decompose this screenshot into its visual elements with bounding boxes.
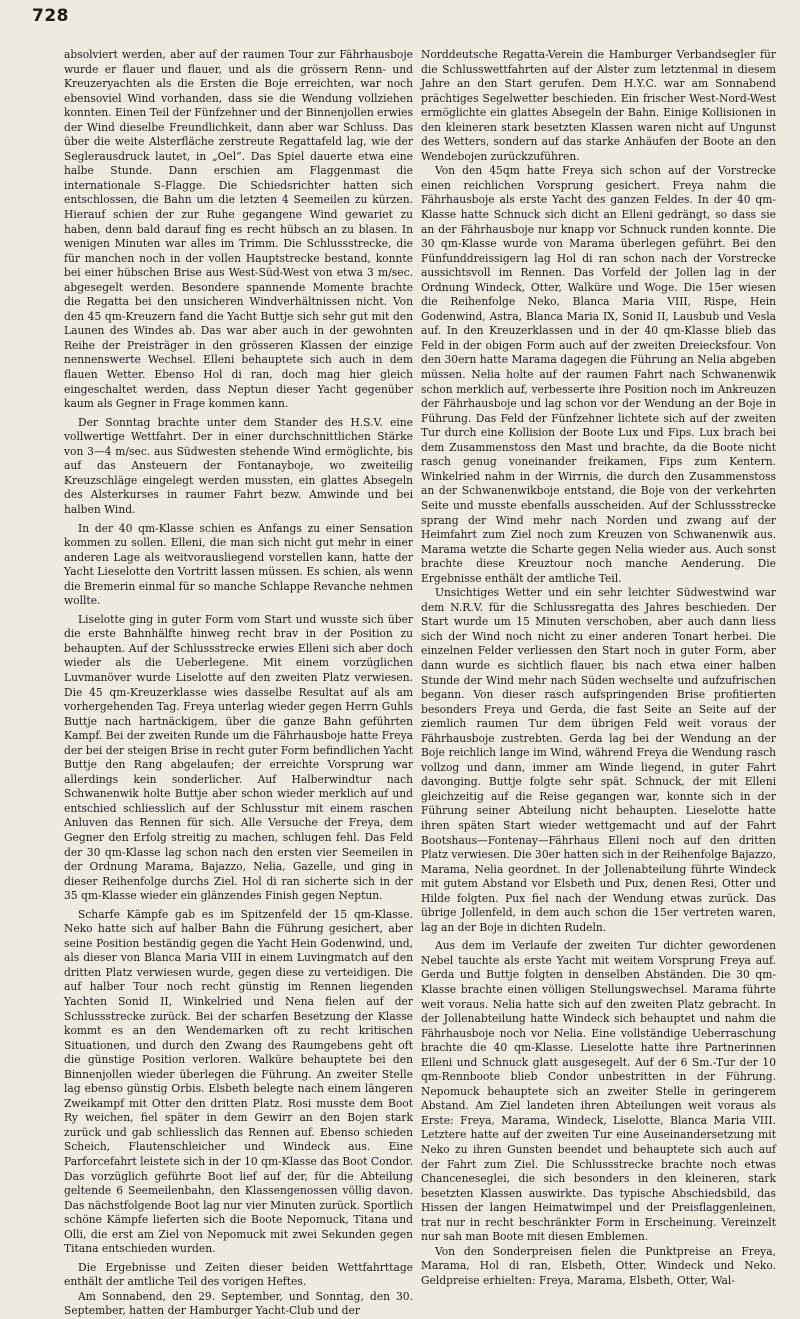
left-column: [64, 48, 413, 1318]
paragraph: Von den 45qm hatte Freya sich schon auf der Vorstrecke einen reichlichen Vorsprung gesichert. Freya nahm die Fährhausboje als erste Yacht des ganzen Feldes. In der 40 qm-Klasse hatte Schnuck sich dicht an Elleni gedrängt, so dass sie an der Fährhausboje nur knapp vor Schnuck runden konnte. Die 30 qm-Klasse wurde von Marama überlegen geführt. Bei den Fünfunddreissigern lag Hol di ran schon nach der Vorstrecke aussichtsvoll im Rennen. Das Vorfeld der Jollen lag in der Ordnung Windeck, Otter, Walküre und Woge. Die 15er wiesen die Reihenfolge Neko, Blanca Maria VIII, Rispe, Hein Godenwind, Astra, Blanca Maria IX, Sonid II, Lausbub und Vesla auf. In den Kreuzerklassen und in der 40 qm-Klasse blieb das Feld in der obigen Form auch auf der zweiten Dreiecksfour. Von den 30ern hatte Marama dagegen die Führung an Nelia abgeben müssen. Nelia holte auf der raumen Fahrt nach Schwanenwik schon merklich auf, verbesserte ihre Position noch im Ankreuzen der Fährhausboje und lag schon vor der Wendung an der Boje in Führung. Das Feld der Fünfzehner lichtete sich auf der zweiten Tur durch eine Kollision der Boote Lux und Fips. Lux brach bei dem Zusammenstoss den Mast und brachte, da die Boote nicht rasch genug voneinander freikamen, Fips zum Kentern. Winkelried nahm in der Wirrnis, die durch den Zusammenstoss an der Schwanenwikboje entstand, die Boje von der verkehrten Seite und musste ebenfalls ausscheiden. Auf der Schlussstrecke sprang der Wind mehr nach Norden und zwang auf der Heimfahrt zum Ziel noch zum Kreuzen von Schwanenwik aus. Marama wetzte die Scharte gegen Nelia wieder aus. Auch sonst brachte diese Kreuztour noch manche Aenderung. Die Ergebnisse enthält der amtliche Teil.: [421, 164, 776, 585]
paragraph: Der Sonntag brachte unter dem Stander des H.S.V. eine vollwertige Wettfahrt. Der in einer durchschnittlichen Stärke von 3—4 m/sec. aus Südwesten stehende Wind ermöglichte, bis auf das Ansteuern der Fontanayboje, wo zweiteilig Kreuzschläge eingelegt werden mussten, ein glattes Absegeln des Alsterkurses in raumer Fahrt bezw. Amwinde und bei halben Wind.: [64, 415, 413, 516]
paragraph: Die Ergebnisse und Zeiten dieser beiden Wettfahrttage enthält der amtliche Teil des vorigen Heftes.: [64, 1260, 413, 1289]
paragraph: Scharfe Kämpfe gab es im Spitzenfeld der 15 qm-Klasse. Neko hatte sich auf halber Bahn die Führung gesichert, aber seine Position beständig gegen die Yacht Hein Godenwind, und, als dieser von Blanca Maria VIII in einem Luvingmatch auf den dritten Platz verwiesen wurde, gegen diese zu verteidigen. Die auf halber Tour noch recht günstig im Rennen liegenden Yachten Sonid II, Winkelried und Nena fielen auf der Schlussstrecke zurück. Bei der scharfen Besetzung der Klasse kommt es an den Wendemarken oft zu recht kritischen Situationen, und durch den Zwang des Raumgebens geht oft die günstige Position verloren. Walküre behauptete bei den Binnenjollen wieder überlegen die Führung. An zweiter Stelle lag ebenso günstig Orbis. Elsbeth belegte nach einem längeren Zweikampf mit Otter den dritten Platz. Rosi musste dem Boot Ry weichen, fiel später in dem Gewirr an den Bojen stark zurück und gab schliesslich das Rennen auf. Ebenso schieden Scheich, Flautenschleicher und Windeck aus. Eine Parforcefahrt leistete sich in der 10 qm-Klasse das Boot Condor. Das vorzüglich geführte Boot lief auf der, für die Abteilung geltende 6 Seemeilenbahn, den Klassengenossen völlig davon. Das nächstfolgende Boot lag nur vier Minuten zurück. Sportlich schöne Kämpfe lieferten sich die Boote Nepomuck, Titana und Olli, die erst am Ziel von Nepomuck mit zwei Sekunden gegen Titana entschieden wurden.: [64, 907, 413, 1256]
right-column: [421, 48, 776, 1287]
paragraph: Norddeutsche Regatta-Verein die Hamburger Verbandsegler für die Schlusswettfahrten auf der Alster zum letztenmal in diesem Jahre an den Start gerufen. Dem H.Y.C. war am Sonnabend prächtiges Segelwetter beschieden. Ein frischer West-Nord-West ermöglichte ein glattes Absegeln der Bahn. Einige Kollisionen in den kleineren stark besetzten Klassen waren nicht auf Ungunst des Wetters, sondern auf das starke Anhäufen der Boote an den Wendebojen zurückzuführen.: [421, 48, 776, 163]
paragraph: absolviert werden, aber auf der raumen Tour zur Fährhausboje wurde er flauer und flauer, und als die grössern Renn- und Kreuzeryachten als die Ersten die Boje erreichten, war noch ebensoviel Wind vorhanden, dass sie die Wendung vollziehen konnten. Einen Teil der Fünfzehner und der Binnenjollen erwies der Wind dieselbe Freundlichkeit, dann aber war Schluss. Das über die weite Alsterfläche zerstreute Regattafeld lag, wie der Seglerausdruck lautet, in „Oel“. Das Spiel dauerte etwa eine halbe Stunde. Dann erschien am Flaggenmast die internationale S-Flagge. Die Schiedsrichter hatten sich entschlossen, die Bahn um die letzten 4 Seemeilen zu kürzen. Hierauf schien der zur Ruhe gegangene Wind gewariet zu haben, denn bald darauf fing es recht hübsch an zu blasen. In wenigen Minuten war alles im Trimm. Die Schlussstrecke, die für manchen noch in der vollen Hauptstrecke bestand, konnte bei einer hübschen Brise aus West-Süd-West von etwa 3 m/sec. abgesegelt werden. Besondere spannende Momente brachte die Regatta bei den unsicheren Windverhältnissen nicht. Von den 45 qm-Kreuzern fand die Yacht Buttje sich sehr gut mit den Launen des Windes ab. Das war aber auch in der gewohnten Reihe der Preisträger in den grösseren Klassen der einzige nennenswerte Wechsel. Elleni behauptete sich auch in dem flauen Wetter. Ebenso Hol di ran, doch mag hier gleich eingeschaltet werden, dass Neptun dieser Yacht gegenüber kaum als Gegner in Frage kommen kann.: [64, 48, 413, 411]
page-number: 728: [32, 6, 69, 26]
paragraph: Liselotte ging in guter Form vom Start und wusste sich über die erste Bahnhälfte hinweg recht brav in der Position zu behaupten. Auf der Schlussstrecke erwies Elleni sich aber doch wieder als die Ueberlegene. Mit einem vorzüglichen Luvmanöver wurde Liselotte auf den zweiten Platz verwiesen. Die 45 qm-Kreuzerklasse wies dasselbe Resultat auf als am vorhergehenden Tag. Freya unterlag wieder gegen Herrn Guhls Buttje nach hartnäckigem, über die ganze Bahn geführten Kampf. Bei der zweiten Runde um die Fährhausboje hatte Freya der bei der steigen Brise in recht guter Form befindlichen Yacht Buttje den Rang abgelaufen; der erreichte Vorsprung war allerdings kein sonderlicher. Auf Halberwindtur nach Schwanenwik holte Buttje aber schon wieder merklich auf und entschied schliesslich auf der Schlusstur mit einem raschen Anluven das Rennen für sich. Alle Versuche der Freya, dem Gegner den Erfolg streitig zu machen, schlugen fehl. Das Feld der 30 qm-Klasse lag schon nach den ersten vier Seemeilen in der Ordnung Marama, Bajazzo, Nelia, Gazelle, und ging in dieser Reihenfolge durchs Ziel. Hol di ran sicherte sich in der 35 qm-Klasse wieder ein glänzendes Finish gegen Neptun.: [64, 612, 413, 903]
paragraph: Am Sonnabend, den 29. September, und Sonntag, den 30. September, hatten der Hamburger Yacht-Club und der: [64, 1289, 413, 1318]
paragraph: In der 40 qm-Klasse schien es Anfangs zu einer Sensation kommen zu sollen. Elleni, die man sich nicht gut mehr in einer anderen Lage als weitvorausliegend vorstellen kann, hatte der Yacht Lieselotte den Vortritt lassen müssen. Es schien, als wenn die Bremerin einmal für so manche Schlappe Revanche nehmen wollte.: [64, 521, 413, 608]
paragraph: Unsichtiges Wetter und ein sehr leichter Südwestwind war dem N.R.V. für die Schlussregatta des Jahres beschieden. Der Start wurde um 15 Minuten verschoben, aber auch dann liess sich der Wind noch nicht zu einer anderen Tonart herbei. Die einzelnen Felder verliessen den Start noch in guter Form, aber dann wurde es sichtlich flauer, bis nach etwa einer halben Stunde der Wind mehr nach Süden wechselte und aufzufrischen begann. Von dieser rasch aufspringenden Brise profitierten besonders Freya und Gerda, die fast Seite an Seite auf der ziemlich raumen Tur dem übrigen Feld weit voraus der Fährhausboje zustrebten. Gerda lag bei der Wendung an der Boje reichlich lange im Wind, während Freya die Wendung rasch vollzog und dann, immer am Winde liegend, in guter Fahrt davonging. Buttje folgte sehr spät. Schnuck, der mit Elleni gleichzeitig auf die Reise gegangen war, konnte sich in der Führung seiner Abteilung nicht behaupten. Lieselotte hatte ihren späten Start wieder wettgemacht und auf der Fahrt Bootshaus—Fontenay—Fährhaus Elleni noch auf den dritten Platz verwiesen. Die 30er hatten sich in der Reihenfolge Bajazzo, Marama, Nelia geordnet. In der Jollenabteilung führte Windeck mit gutem Abstand vor Elsbeth und Pux, denen Resi, Otter und Hilde folgten. Pux fiel nach der Wendung etwas zurück. Das übrige Jollenfeld, in dem auch schon die 15er vertreten waren, lag an der Boje in dichten Rudeln.: [421, 586, 776, 934]
paragraph: Von den Sonderpreisen fielen die Punktpreise an Freya, Marama, Hol di ran, Elsbeth, Otter, Windeck und Neko. Geldpreise erhielten: Freya, Marama, Elsbeth, Otter, Wal-: [421, 1244, 776, 1287]
paragraph: Aus dem im Verlaufe der zweiten Tur dichter gewordenen Nebel tauchte als erste Yacht mit weitem Vorsprung Freya auf. Gerda und Buttje folgten in denselben Abständen. Die 30 qm-Klasse brachte einen völligen Stellungswechsel. Marama führte weit voraus. Nelia hatte sich auf den zweiten Platz gebracht. In der Jollenabteilung hatte Windeck sich behauptet und nahm die Fährhausboje noch vor Nelia. Eine vollständige Ueberraschung brachte die 40 qm-Klasse. Lieselotte hatte ihre Partnerinnen Elleni und Schnuck glatt ausgesegelt. Auf der 6 Sm.-Tur der 10 qm-Rennboote blieb Condor unbestritten in der Führung. Nepomuck behauptete sich an zweiter Stelle in geringerem Abstand. Am Ziel landeten ihren Abteilungen weit voraus als Erste: Freya, Marama, Windeck, Liselotte, Blanca Maria VIII. Letztere hatte auf der zweiten Tur eine Auseinandersetzung mit Neko zu ihren Gunsten beendet und behauptete sich auch auf der Fahrt zum Ziel. Die Schlussstrecke brachte noch etwas Chanceneseglei, die sich besonders in den kleineren, stark besetzten Klassen auswirkte. Das typische Abschiedsbild, das Hissen der langen Heimatwimpel und der Preisflaggenleinen, trat nur in recht beschränkter Form in Erscheinung. Vereinzelt nur sah man Boote mit diesen Emblemen.: [421, 939, 776, 1244]
